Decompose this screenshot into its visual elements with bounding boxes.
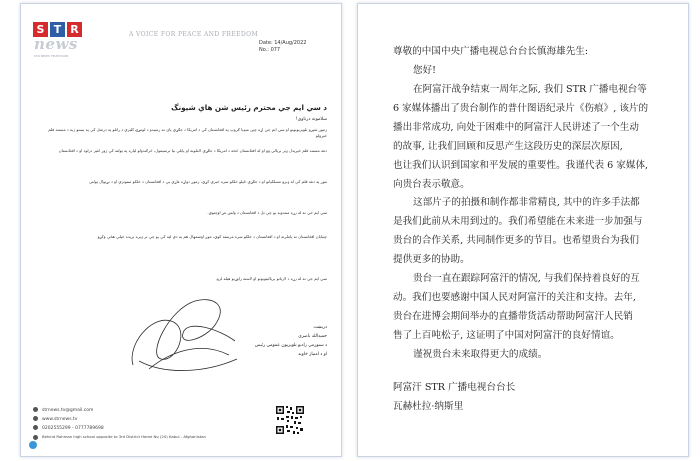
letter-line: 贵台的合作关系, 共同制作更多的节目。也希望贵台为我们 xyxy=(393,235,639,246)
logo-word: news xyxy=(34,35,78,53)
letter-paragraph: دغه مستند فلم خپرېدل ډېر بريالي وو او له افغانستان څخه د امريکا د جګړې لاملونه او پايلې بيا ترسيمول، څرګندولو لپاره په ټولنه کې ژور اغېز درلود او د افغانستان xyxy=(58,148,327,153)
letter-line: 这部片子的拍摄和制作都非常精良, 其中的许多手法都 xyxy=(413,197,640,208)
letter-line: 贵台在进博会期间举办的直播带货活动帮助阿富汗人民销 xyxy=(393,311,633,322)
phone-icon xyxy=(33,425,38,430)
letter-title: د سي ايم جي محترم رئيس شن هاي شيونگ xyxy=(171,103,327,112)
letter-greeting: سلامونه درناوی! xyxy=(295,117,327,122)
letter-paragraph: چينايان افغانستان ته پاملرنه او د افغانستان د خلکو سره مرسته کوي، موږ اوسمهال هم په دې لټه کې يو چې تر ډېره بريده خپلې هڅې وکړو xyxy=(97,234,327,239)
str-news-logo xyxy=(33,18,84,58)
letter-line: 6 家媒体播出了贵台制作的普什图语纪录片《伤痕》, 该片的 xyxy=(393,103,649,114)
letter-line: 贵台一直在跟踪阿富汗的情况, 与我们保持着良好的互 xyxy=(413,273,640,284)
footer-website xyxy=(33,416,77,422)
logo-letter-r: R xyxy=(67,22,82,37)
signer-title: د ستورمې رادیو تلویزیون عمومي رئيس xyxy=(254,343,327,348)
letter-line: 提供更多的协助。 xyxy=(393,254,470,265)
letter-paragraph: سي ايم جي ته له زړه منندويه يو چې تل د افغانستان د ولس غږ اوچتوي. xyxy=(207,210,327,215)
letter-salutation: 尊敬的中国中央广播电视总台台长慎海雄先生: xyxy=(393,46,589,57)
letter-closing: 谨祝贵台未来取得更大的成绩。 xyxy=(413,349,548,360)
logo-letter-t: T xyxy=(50,22,65,37)
handwritten-signature xyxy=(119,289,244,379)
letter-line: 售了上百吨松子, 这证明了中国对阿富汗的良好情谊。 xyxy=(393,330,620,341)
letterhead-tagline: A VOICE FOR PEACE AND FREEDOM xyxy=(129,31,258,38)
letter-date: Date: 14/Aug/2022 xyxy=(259,40,307,46)
letter-line: 的故事, 让我们回顾和反思产生这段历史的深层次原因, xyxy=(393,141,623,152)
footer-website-text: www.strnews.tv xyxy=(42,417,78,422)
letter-paragraph: موږ په دغه فلم کې له ډېرو مسلکيانو او د جګړې ځپلو خلکو سره خبرې کړي، زموږ دواړه غاړې يې د افغانستان د خلکو ستونزې او د نړيوال ټولنې xyxy=(88,179,327,184)
letter-line: 播出非常成功, 向处于困难中的阿富汗人民讲述了一个生动 xyxy=(393,122,639,133)
letter-line: 是我们此前从未用到过的。我们希望能在未来进一步加强与 xyxy=(393,216,643,227)
footer-email xyxy=(33,407,93,413)
chinese-letter-page xyxy=(357,3,689,457)
sign-name: 瓦赫杜拉·纳斯里 xyxy=(393,401,464,412)
footer-phone xyxy=(33,425,104,431)
letter-line: 向贵台表示敬意。 xyxy=(393,179,470,190)
footer-address-text: Behind Rahman high school opposite to 3rd District Home No (20) Kabul - Afghanistan xyxy=(42,434,206,439)
footer-phone-text: 0202555299 - 0777789698 xyxy=(42,426,104,431)
qr-code xyxy=(275,405,305,435)
letter-line: 也让我们认识到国家和平发展的重要性。我谨代表 6 家媒体, xyxy=(393,160,649,171)
logo-subtext: STR NEWS TELEVISION xyxy=(34,54,69,58)
footer-address xyxy=(33,434,206,440)
signer-name: حميدالله ناصري xyxy=(298,334,327,339)
letter-number: No.: 077 xyxy=(259,47,281,53)
logo-letter-s: S xyxy=(33,22,48,37)
letter-line: 在阿富汗战争结束一周年之际, 我们 STR 广播电视台等 xyxy=(413,84,647,95)
letter-paragraph: زموږ شپږو تلويزيونونو او سي ايم جي اړه چين ميډيا ګروپ په افغانستان کې د امريکا د جګړې پای ته رسيدو د لومړۍ کلیزې د راتلو په درشل کې په پښتو ژبه د مستند فلم خپرولو xyxy=(48,127,327,139)
email-icon xyxy=(33,407,38,412)
signoff-line: درنښت xyxy=(313,325,327,330)
location-icon xyxy=(33,435,38,440)
sign-organization: 阿富汗 STR 广播电视台台长 xyxy=(393,382,516,393)
pashto-letter-page xyxy=(20,3,342,457)
signer-role: او د امتیاز خاوند xyxy=(298,352,327,357)
letter-greeting: 您好! xyxy=(413,65,437,76)
letter-line: 动。我们也要感谢中国人民对阿富汗的关注和支持。去年, xyxy=(393,292,636,303)
footer-email-text: strnews.tv@gmail.com xyxy=(42,408,94,413)
letter-paragraph: سي ايم جي ته له زړه د لازياتو بريالیتوبونو او لاسته راوړنو هيله لرو. xyxy=(215,276,327,281)
annotation-marker xyxy=(29,441,37,449)
globe-icon xyxy=(33,416,38,421)
